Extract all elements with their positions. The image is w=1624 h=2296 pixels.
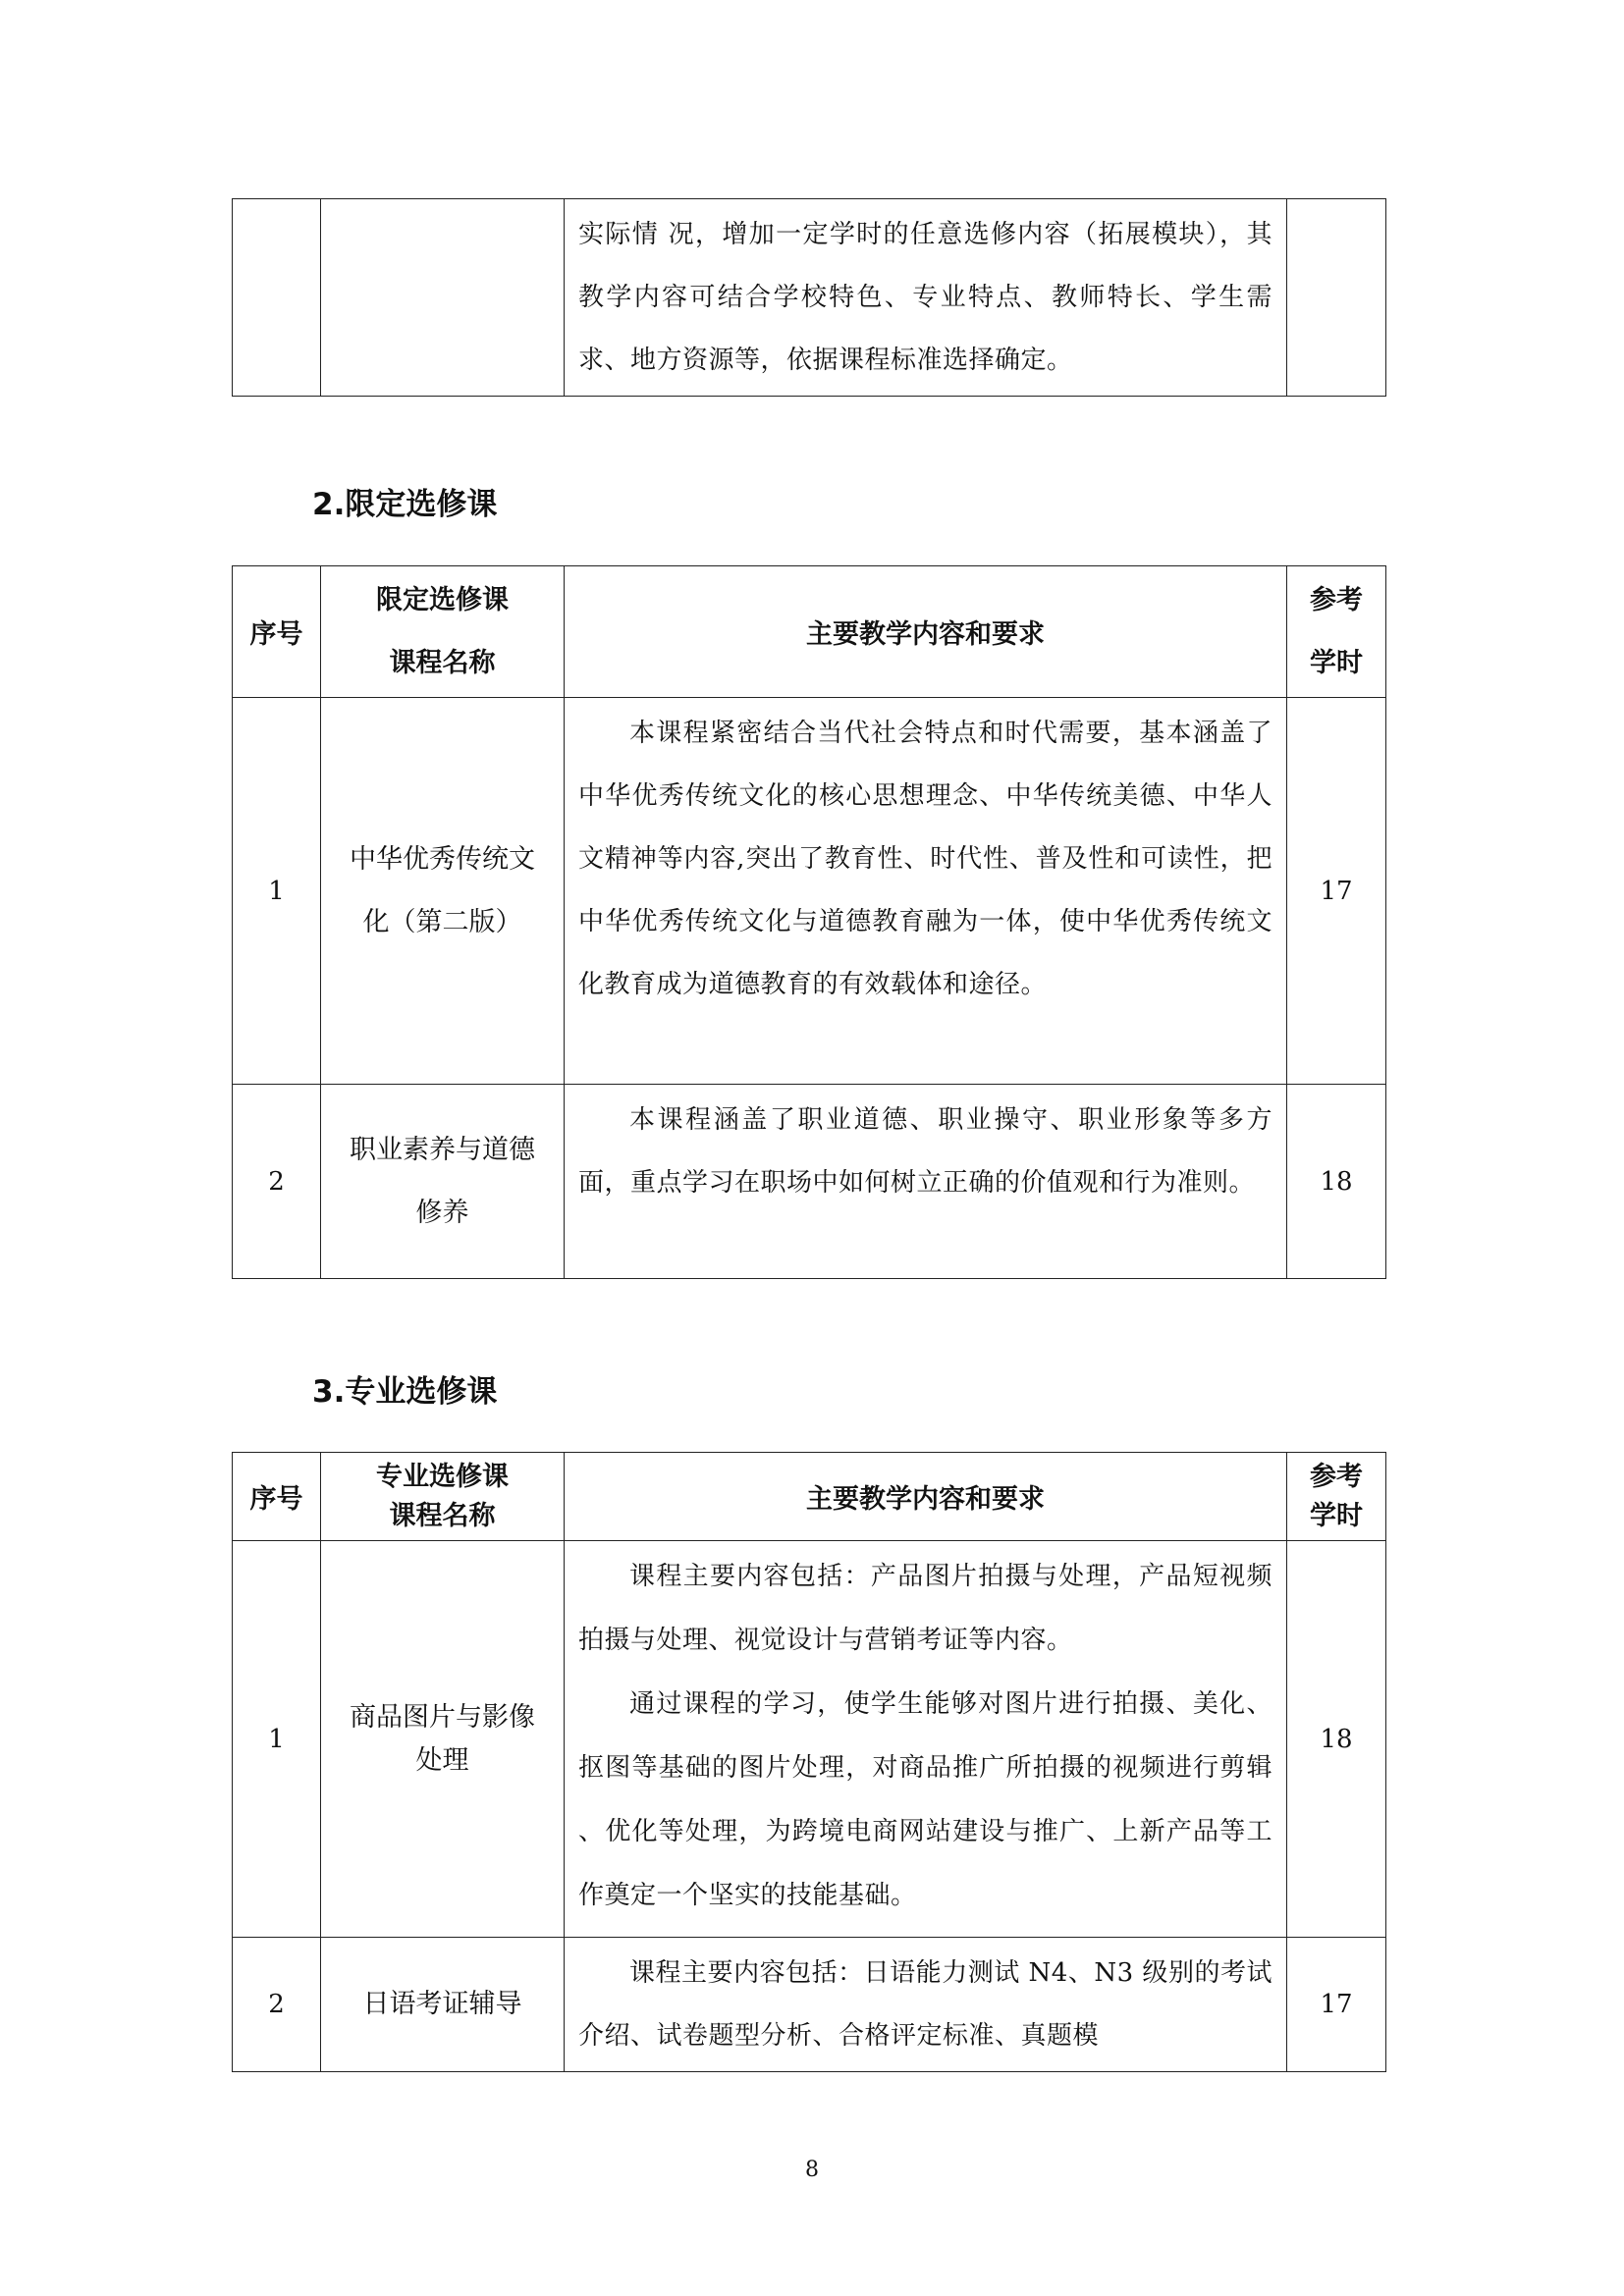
cell-desc — [565, 199, 1287, 397]
desc-text: 本课程涵盖了职业道德、职业操守、职业形象等多方面，重点学习在职场中如何树立正确的价值观和行为准则。 — [578, 1105, 1272, 1198]
cell-hours: 18 — [1287, 1541, 1386, 1938]
table-header-row — [233, 566, 1386, 698]
restricted-electives-table — [232, 565, 1386, 1279]
cell-hours: 17 — [1287, 698, 1386, 1085]
header-desc: 主要教学内容和要求 — [565, 566, 1287, 698]
table-row — [233, 1938, 1386, 2072]
cell-desc — [565, 698, 1287, 1085]
header-name-line2: 课程名称 — [389, 647, 496, 678]
table-row — [233, 698, 1386, 1085]
header-name-line1: 限定选修课 — [376, 584, 509, 615]
header-hours-line1: 参考 — [1310, 1461, 1363, 1492]
cell-name — [321, 1541, 565, 1938]
course-name-line1: 商品图片与影像 — [350, 1701, 535, 1733]
section-heading-professional-electives: 3.专业选修课 — [312, 1374, 498, 1410]
course-name-line2: 修养 — [415, 1197, 469, 1228]
header-hours-line2: 学时 — [1310, 647, 1363, 678]
course-name-line1: 中华优秀传统文 — [350, 843, 535, 875]
cell-name — [321, 1085, 565, 1279]
desc-text: 课程主要内容包括：日语能力测试 N4、N3 级别的考试介绍、试卷题型分析、合格评定标准、真题模 — [578, 1958, 1272, 2051]
cell-no: 2 — [233, 1085, 321, 1279]
cell-desc — [565, 1938, 1287, 2072]
course-name-line1: 职业素养与道德 — [350, 1134, 535, 1165]
desc-paragraph-2: 通过课程的学习，使学生能够对图片进行拍摄、美化、抠图等基础的图片处理，对商品推广所拍摄的视频进行剪辑 、优化等处理，为跨境电商网站建设与推广、上新产品等工作奠定一个坚实的技能基础。 — [578, 1689, 1272, 1910]
cell-hours: 18 — [1287, 1085, 1386, 1279]
continuation-table — [232, 198, 1386, 397]
desc-paragraph-1: 课程主要内容包括：产品图片拍摄与处理，产品短视频拍摄与处理、视觉设计与营销考证等内容。 — [578, 1562, 1272, 1655]
header-hours-line2: 学时 — [1310, 1500, 1363, 1531]
header-hours — [1287, 1453, 1386, 1541]
course-name-line2: 处理 — [415, 1744, 469, 1776]
cell-name — [321, 698, 565, 1085]
table-row — [233, 1085, 1386, 1279]
desc-text: 本课程紧密结合当代社会特点和时代需要，基本涵盖了中华优秀传统文化的核心思想理念、中华传统美德、中华人文精神等内容,突出了教育性、时代性、普及性和可读性，把中华优秀传统文化与道德教育融为一体，使中华优秀传统文化教育成为道德教育的有效载体和途径。 — [578, 719, 1272, 999]
cell-name — [321, 199, 565, 397]
cell-hours: 17 — [1287, 1938, 1386, 2072]
cell-no: 1 — [233, 1541, 321, 1938]
course-name-line2: 化（第二版） — [362, 906, 522, 937]
cell-desc — [565, 1085, 1287, 1279]
header-name — [321, 1453, 565, 1541]
cell-no: 2 — [233, 1938, 321, 2072]
page-number: 8 — [805, 2158, 819, 2182]
cell-no — [233, 199, 321, 397]
professional-electives-table — [232, 1452, 1386, 2072]
cell-desc — [565, 1541, 1287, 1938]
header-no: 序号 — [233, 1453, 321, 1541]
table-row — [233, 1541, 1386, 1938]
header-desc: 主要教学内容和要求 — [565, 1453, 1287, 1541]
table-row — [233, 199, 1386, 397]
header-hours — [1287, 566, 1386, 698]
cell-hours — [1287, 199, 1386, 397]
header-name — [321, 566, 565, 698]
desc-text: 实际情 况，增加一定学时的任意选修内容（拓展模块），其教学内容可结合学校特色、专业特点、教师特长、学生需求、地方资源等，依据课程标准选择确定。 — [578, 220, 1272, 375]
cell-name: 日语考证辅导 — [321, 1938, 565, 2072]
section-heading-restricted-electives: 2.限定选修课 — [312, 487, 498, 522]
header-hours-line1: 参考 — [1310, 584, 1363, 615]
cell-no: 1 — [233, 698, 321, 1085]
table-header-row — [233, 1453, 1386, 1541]
header-no: 序号 — [233, 566, 321, 698]
header-name-line2: 课程名称 — [389, 1500, 496, 1531]
header-name-line1: 专业选修课 — [376, 1461, 509, 1492]
